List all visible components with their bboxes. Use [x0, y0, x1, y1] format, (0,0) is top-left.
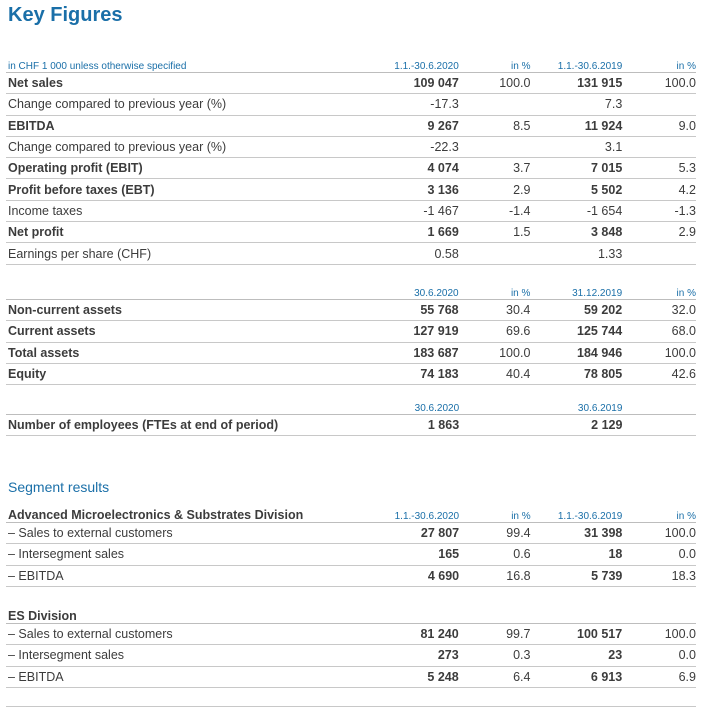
header-date-2019: 30.6.2019	[531, 394, 623, 415]
table-row	[6, 523, 696, 544]
row-label: Total assets	[6, 342, 307, 363]
pct-prior: 100.0	[622, 523, 696, 544]
table-row	[6, 300, 696, 321]
value-current: 4 690	[308, 565, 459, 586]
pct-current: 69.6	[459, 321, 531, 342]
value-current: 127 919	[307, 321, 458, 342]
pct-current: 99.4	[459, 523, 531, 544]
value-current: 3 136	[307, 179, 458, 200]
header-pct-2020: in %	[459, 58, 531, 73]
pct-prior: 9.0	[622, 115, 696, 136]
value-prior: 2 129	[531, 415, 623, 436]
value-prior: 11 924	[530, 115, 622, 136]
value-current: 273	[307, 645, 458, 666]
table-row	[6, 115, 696, 136]
table-row	[6, 624, 696, 645]
pct-current	[459, 136, 531, 157]
value-prior: 100 517	[530, 624, 622, 645]
unit-note: in CHF 1 000 unless otherwise specified	[6, 58, 307, 73]
value-prior: 23	[530, 645, 622, 666]
table-header	[6, 502, 696, 523]
row-label: Operating profit (EBIT)	[6, 158, 307, 179]
value-prior: 184 946	[530, 342, 622, 363]
row-label: – EBITDA	[6, 666, 307, 687]
header-pct-2019: in %	[622, 58, 696, 73]
table-row	[6, 565, 696, 586]
value-current: 9 267	[307, 115, 458, 136]
value-current: -17.3	[307, 94, 458, 115]
pct-prior: -1.3	[622, 200, 696, 221]
row-label: Profit before taxes (EBT)	[6, 179, 307, 200]
pct-current: 30.4	[459, 300, 531, 321]
row-label: Number of employees (FTEs at end of period)	[6, 415, 308, 436]
value-current: 183 687	[307, 342, 458, 363]
value-prior: 5 502	[530, 179, 622, 200]
pct-current: 0.6	[459, 544, 531, 565]
pct-prior: 18.3	[622, 565, 696, 586]
key-figures-balance-table	[6, 279, 696, 385]
pct-prior: 68.0	[622, 321, 696, 342]
pct-prior: 6.9	[622, 666, 696, 687]
division-name: Advanced Microelectronics & Substrates Division	[6, 502, 308, 523]
table-row	[6, 243, 696, 264]
header-pct-2020: in %	[459, 502, 531, 523]
pct-prior: 100.0	[622, 624, 696, 645]
table-row	[6, 73, 696, 94]
pct-prior: 2.9	[622, 222, 696, 243]
row-label: Earnings per share (CHF)	[6, 243, 307, 264]
value-current: 1 669	[307, 222, 458, 243]
pct-prior: 32.0	[622, 300, 696, 321]
segment-results-title: Segment results	[8, 479, 110, 495]
table-row	[6, 158, 696, 179]
pct-current: 99.7	[459, 624, 531, 645]
row-label: – Intersegment sales	[6, 645, 307, 666]
value-current: 5 248	[307, 666, 458, 687]
header-pct-2020: in %	[459, 279, 531, 300]
header-date-2020: 30.6.2020	[308, 394, 459, 415]
value-current: 55 768	[307, 300, 458, 321]
table-row	[6, 666, 696, 687]
table-row	[6, 200, 696, 221]
pct-prior	[622, 415, 696, 436]
value-prior: 5 739	[531, 565, 623, 586]
header-period-2019: 1.1.-30.6.2019	[530, 58, 622, 73]
pct-prior: 0.0	[622, 544, 696, 565]
row-label: – Sales to external customers	[6, 624, 307, 645]
value-current: 27 807	[308, 523, 459, 544]
row-label: – Intersegment sales	[6, 544, 308, 565]
value-prior: 59 202	[530, 300, 622, 321]
value-prior: 7 015	[530, 158, 622, 179]
value-current: 81 240	[307, 624, 458, 645]
row-label: Current assets	[6, 321, 307, 342]
value-current: -22.3	[307, 136, 458, 157]
value-prior: 6 913	[530, 666, 622, 687]
table-row	[6, 544, 696, 565]
table-header	[6, 279, 696, 300]
pct-current: 6.4	[459, 666, 531, 687]
value-prior: 131 915	[530, 73, 622, 94]
table-row	[6, 222, 696, 243]
value-prior: 7.3	[530, 94, 622, 115]
header-date-2019: 31.12.2019	[530, 279, 622, 300]
division-name: ES Division	[6, 603, 307, 624]
pct-current: 100.0	[459, 342, 531, 363]
row-label: EBITDA	[6, 115, 307, 136]
pct-prior: 5.3	[622, 158, 696, 179]
pct-current: -1.4	[459, 200, 531, 221]
pct-current: 3.7	[459, 158, 531, 179]
value-current: 4 074	[307, 158, 458, 179]
table-row	[6, 363, 696, 384]
table-header	[6, 603, 696, 624]
page-title: Key Figures	[8, 4, 123, 26]
value-current: -1 467	[307, 200, 458, 221]
pct-current: 40.4	[459, 363, 531, 384]
value-prior: 18	[531, 544, 623, 565]
pct-prior: 100.0	[622, 342, 696, 363]
table-header	[6, 58, 696, 73]
segment-ams-table	[6, 502, 696, 587]
value-prior: 31 398	[531, 523, 623, 544]
header-period-2020: 1.1.-30.6.2020	[307, 58, 458, 73]
row-label: – Sales to external customers	[6, 523, 308, 544]
row-label: Change compared to previous year (%)	[6, 136, 307, 157]
value-prior: 3.1	[530, 136, 622, 157]
pct-prior: 0.0	[622, 645, 696, 666]
value-current: 74 183	[307, 363, 458, 384]
value-current: 165	[308, 544, 459, 565]
table-header	[6, 394, 696, 415]
value-prior: 3 848	[530, 222, 622, 243]
header-pct-2019: in %	[622, 279, 696, 300]
row-label: Income taxes	[6, 200, 307, 221]
row-label: Non-current assets	[6, 300, 307, 321]
value-current: 0.58	[307, 243, 458, 264]
value-prior: -1 654	[530, 200, 622, 221]
table-row	[6, 136, 696, 157]
pct-current: 100.0	[459, 73, 531, 94]
row-label: Equity	[6, 363, 307, 384]
pct-current	[459, 243, 531, 264]
row-label: – EBITDA	[6, 565, 308, 586]
pct-current: 2.9	[459, 179, 531, 200]
pct-current	[459, 415, 531, 436]
header-date-2020: 30.6.2020	[307, 279, 458, 300]
pct-prior: 100.0	[622, 73, 696, 94]
value-prior: 125 744	[530, 321, 622, 342]
header-period-2020: 1.1.-30.6.2020	[308, 502, 459, 523]
pct-prior: 42.6	[622, 363, 696, 384]
table-row	[6, 415, 696, 436]
pct-prior	[622, 243, 696, 264]
pct-prior: 4.2	[622, 179, 696, 200]
pct-prior	[622, 136, 696, 157]
value-current: 1 863	[308, 415, 459, 436]
key-figures-employees-table	[6, 394, 696, 436]
value-prior: 78 805	[530, 363, 622, 384]
row-label: Net sales	[6, 73, 307, 94]
segment-es-table	[6, 603, 696, 688]
table-row	[6, 342, 696, 363]
pct-current	[459, 94, 531, 115]
table-row	[6, 94, 696, 115]
pct-current: 1.5	[459, 222, 531, 243]
table-row	[6, 179, 696, 200]
pct-prior	[622, 94, 696, 115]
row-label: Change compared to previous year (%)	[6, 94, 307, 115]
header-period-2019: 1.1.-30.6.2019	[531, 502, 623, 523]
value-prior: 1.33	[530, 243, 622, 264]
pct-current: 16.8	[459, 565, 531, 586]
key-figures-income-table	[6, 58, 696, 265]
divider	[6, 706, 696, 707]
row-label: Net profit	[6, 222, 307, 243]
table-row	[6, 645, 696, 666]
header-pct-2019: in %	[622, 502, 696, 523]
pct-current: 0.3	[459, 645, 531, 666]
value-current: 109 047	[307, 73, 458, 94]
table-row	[6, 321, 696, 342]
pct-current: 8.5	[459, 115, 531, 136]
